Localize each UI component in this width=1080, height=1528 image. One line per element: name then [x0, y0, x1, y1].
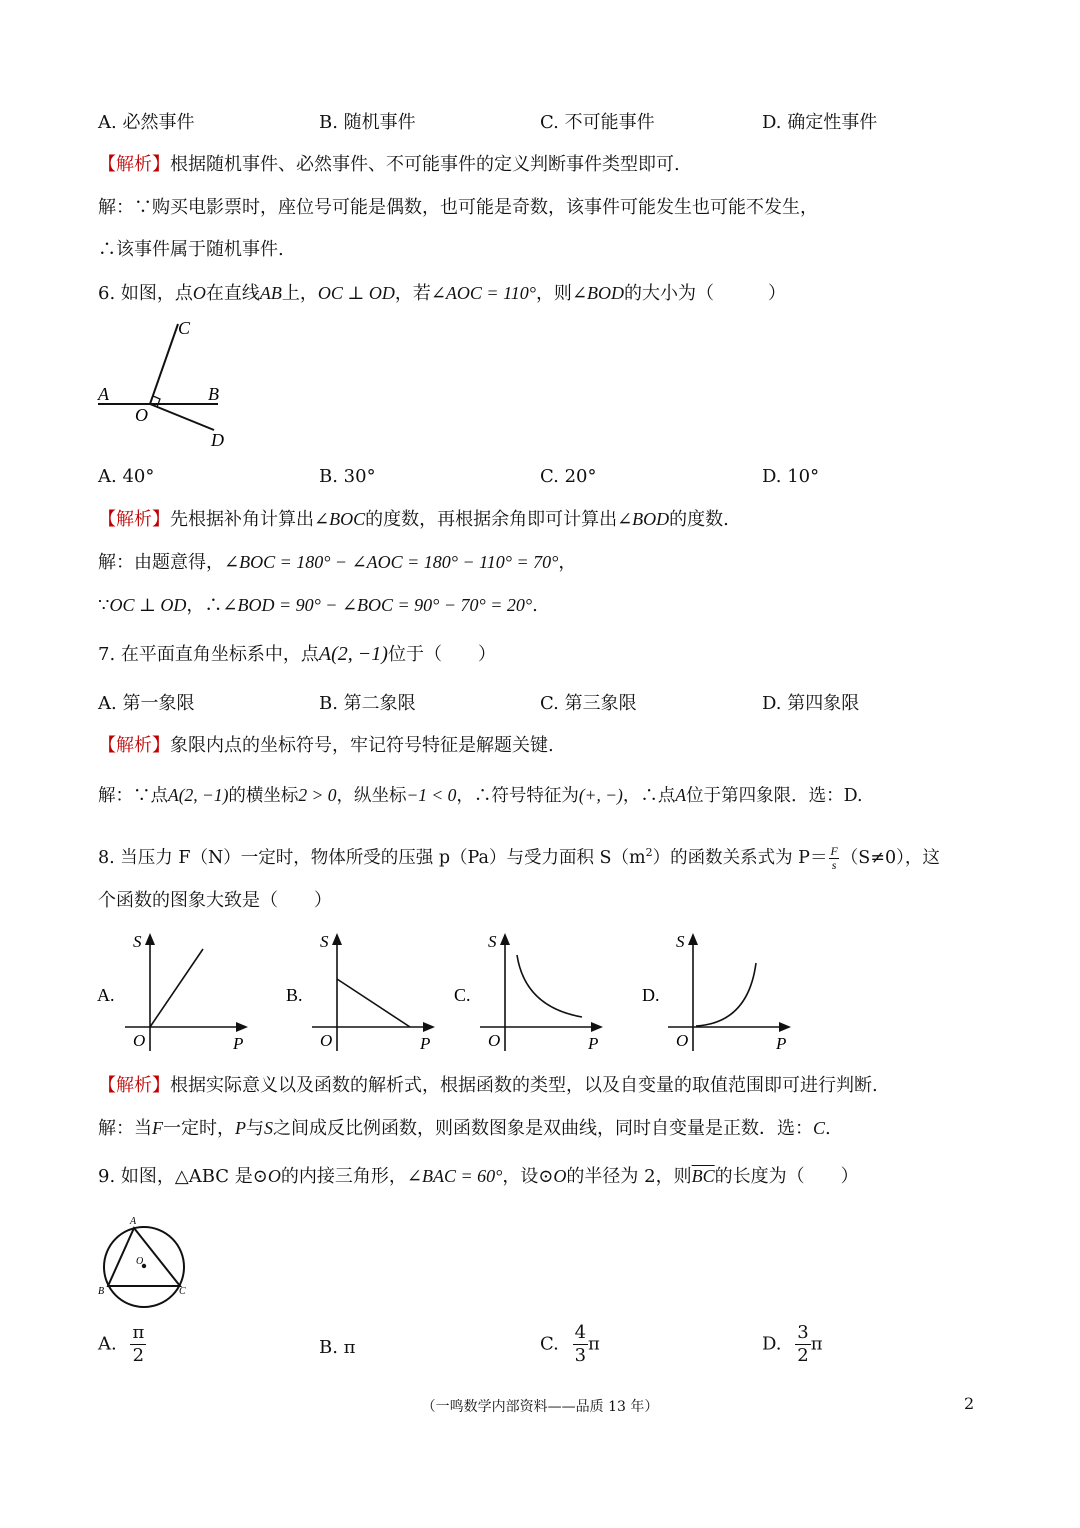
svg-text:O: O — [133, 1031, 146, 1050]
svg-text:B: B — [98, 1286, 105, 1297]
q8-graph-a — [95, 925, 265, 1057]
q9-stem: 9. 如图，△ABC 是⊙O的内接三角形，∠BAC = 60°，设⊙O的半径为 2，则$\overline{BC}$的长度为（ ） — [98, 1166, 859, 1187]
q9-option-d: D. $\frac{3}{2}$ π — [762, 1322, 823, 1366]
q5-analysis: 【解析】根据随机事件、必然事件、不可能事件的定义判断事件类型即可. — [98, 154, 680, 175]
svg-text:S: S — [488, 932, 497, 951]
label-d: D — [211, 430, 224, 450]
svg-text:D.: D. — [642, 985, 660, 1005]
q6-option-d: D. 10° — [762, 466, 820, 487]
q9-option-b: B. π — [319, 1337, 356, 1358]
q7-option-c: C. 第三象限 — [540, 693, 637, 714]
page-number: 2 — [964, 1394, 975, 1413]
label-o: O — [135, 405, 148, 425]
q8-graph-d — [638, 925, 808, 1057]
q8-graph-b — [282, 925, 452, 1057]
svg-text:P: P — [233, 1034, 244, 1053]
q9-circle-figure — [96, 1214, 196, 1312]
q6-option-c: C. 20° — [540, 466, 597, 487]
svg-text:B.: B. — [286, 985, 303, 1005]
svg-text:O: O — [136, 1256, 144, 1267]
q5-option-d: D. 确定性事件 — [762, 112, 878, 133]
label-a: A — [98, 384, 109, 404]
ray-od — [150, 404, 214, 430]
svg-text:S: S — [320, 932, 329, 951]
q5-solution-line2: ∴该事件属于随机事件. — [98, 239, 284, 260]
q8-stem-line1: 8. 当压力 F（N）一定时，物体所受的压强 p（Pa）与受力面积 $S(m^2)$的函数关系式为 P＝ $\frac{F}{s}$ （S≠0），这 — [98, 843, 940, 872]
q7-analysis: 【解析】象限内点的坐标符号，牢记符号特征是解题关键. — [98, 735, 554, 756]
q6-stem: 6. 如图，点O在直线AB上，OC ⊥ OD，若∠AOC = 110°，则∠BOD的大小为（ ） — [98, 283, 787, 304]
svg-text:O: O — [320, 1031, 333, 1050]
q7-option-a: A. 第一象限 — [98, 693, 195, 714]
hyperbola-curve — [517, 955, 582, 1017]
svg-text:O: O — [676, 1031, 689, 1050]
svg-text:S: S — [676, 932, 685, 951]
svg-text:P: P — [588, 1034, 599, 1053]
label-c: C — [178, 318, 191, 338]
q6-solution-line2: ∵OC ⊥ OD，∴∠BOD = 90° − ∠BOC = 90° − 70° = 20°. — [98, 595, 538, 616]
q6-angle-figure — [90, 312, 250, 457]
q5-option-c: C. 不可能事件 — [540, 112, 655, 133]
arc-bc: $\overline{BC}$ — [691, 1166, 715, 1186]
decreasing-line — [337, 979, 410, 1027]
q9-option-a: A. $\frac{\pi}{2}$ — [98, 1322, 145, 1366]
q8-analysis: 【解析】根据实际意义以及函数的解析式，根据函数的类型，以及自变量的取值范围即可进行判断. — [98, 1075, 878, 1096]
label-b: B — [208, 384, 219, 404]
q6-solution-line1: 解：由题意得，∠BOC = 180° − ∠AOC = 180° − 110° = 70°， — [98, 552, 577, 573]
q6-option-a: A. 40° — [98, 466, 155, 487]
svg-text:A.: A. — [97, 985, 115, 1005]
analysis-tag: 【解析】 — [98, 154, 170, 175]
q8-graph-c — [450, 925, 620, 1057]
svg-text:P: P — [420, 1034, 431, 1053]
q7-option-b: B. 第二象限 — [319, 693, 416, 714]
linear-line — [150, 949, 203, 1027]
q5-option-b: B. 随机事件 — [319, 112, 416, 133]
q9-option-c: C. $\frac{4}{3}$ π — [540, 1322, 600, 1366]
q8-solution: 解：当F一定时，P与S之间成反比例函数，则函数图象是双曲线，同时自变量是正数．选：C. — [98, 1118, 831, 1139]
q7-option-d: D. 第四象限 — [762, 693, 860, 714]
q7-solution: 解：∵点A(2, −1)的横坐标2 > 0，纵坐标−1 < 0，∴符号特征为(+, −)，∴点A位于第四象限．选：D. — [98, 785, 863, 806]
increasing-curve — [696, 963, 756, 1026]
svg-text:O: O — [488, 1031, 501, 1050]
q5-option-a: A. 必然事件 — [98, 112, 195, 133]
svg-text:A: A — [130, 1216, 137, 1227]
q7-stem: 7. 在平面直角坐标系中，点A(2, −1)位于（ ） — [98, 643, 496, 665]
q6-option-b: B. 30° — [319, 466, 376, 487]
svg-text:C.: C. — [454, 985, 471, 1005]
q6-analysis: 【解析】先根据补角计算出∠BOC的度数，再根据余角即可计算出∠BOD的度数. — [98, 509, 729, 530]
fraction-f-over-s: $\frac{F}{s}$ — [830, 843, 838, 872]
q5-solution-line1: 解：∵购买电影票时，座位号可能是偶数，也可能是奇数，该事件可能发生也可能不发生， — [98, 197, 818, 218]
svg-text:C: C — [179, 1286, 186, 1297]
ray-oc — [150, 324, 178, 404]
page-footer: （一鸣数学内部资料——品质 13 年） — [421, 1399, 659, 1415]
q8-stem-line2: 个函数的图象大致是（ ） — [98, 890, 332, 911]
svg-text:P: P — [776, 1034, 787, 1053]
svg-text:S: S — [133, 932, 142, 951]
